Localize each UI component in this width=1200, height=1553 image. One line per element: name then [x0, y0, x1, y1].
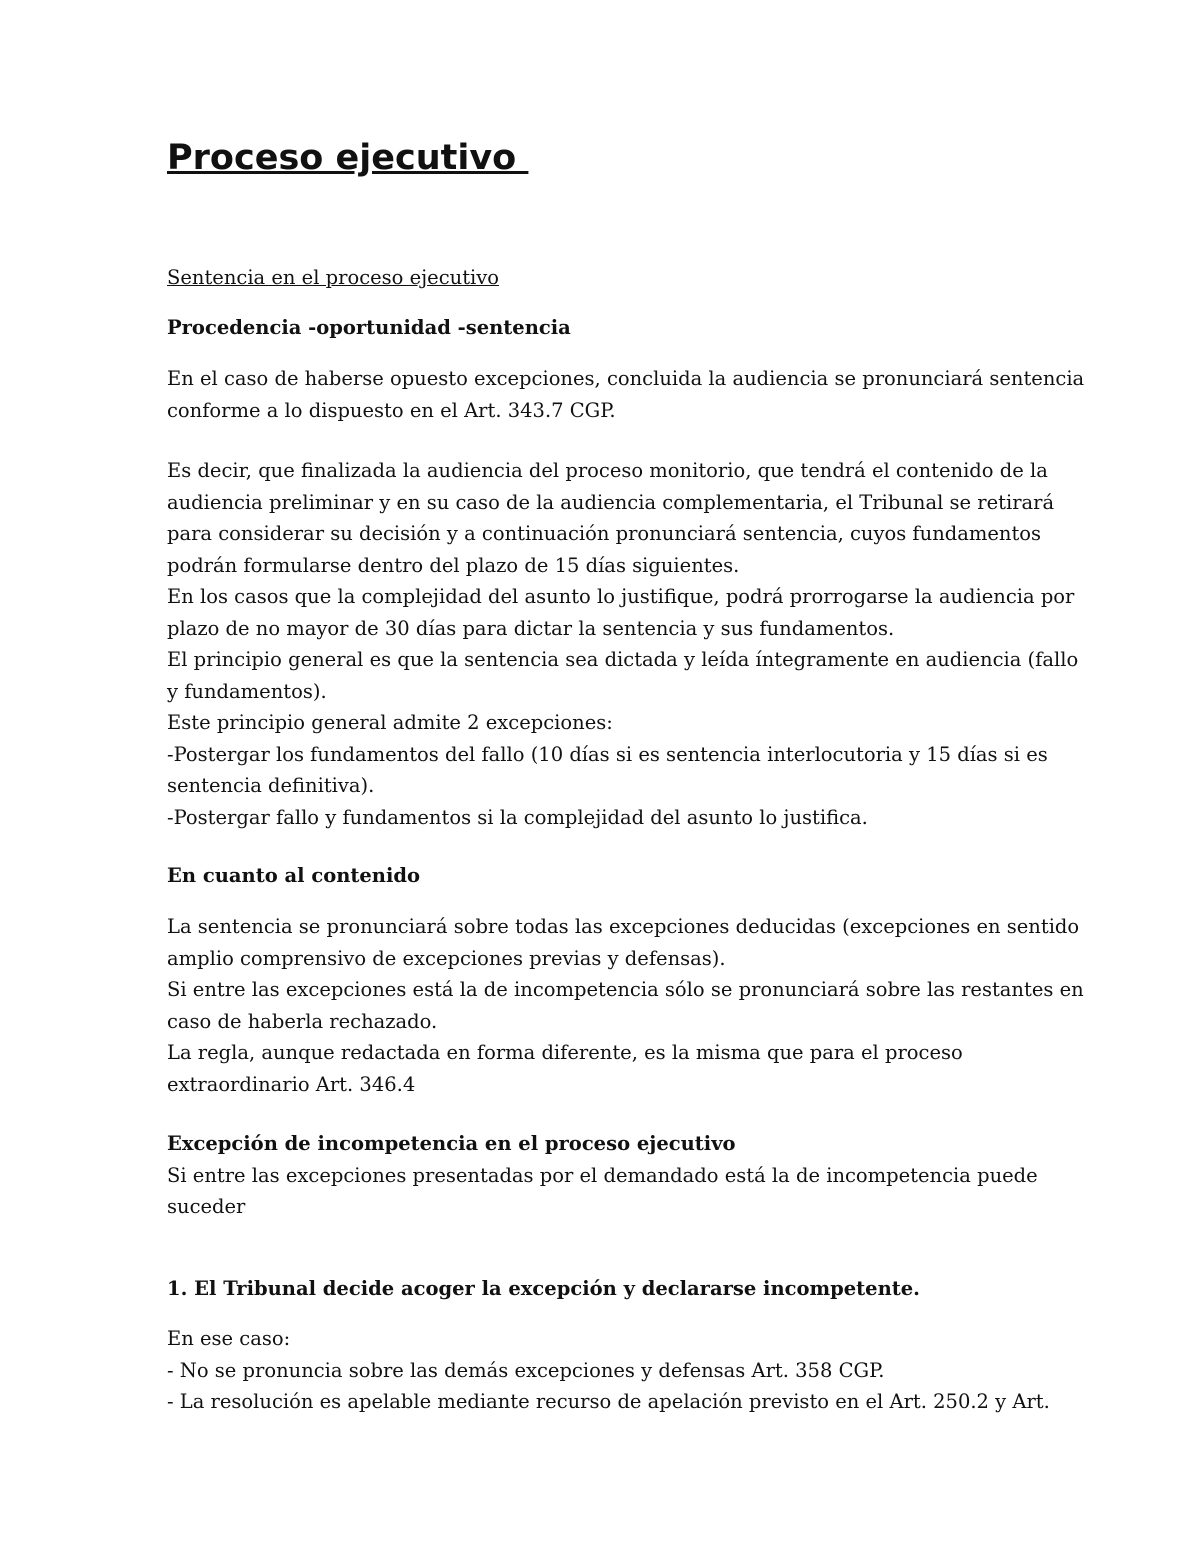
paragraph-line: Si entre las excepciones está la de incompetencia sólo se pronunciará sobre las restantes en [167, 978, 1084, 1001]
paragraph-line: extraordinario Art. 346.4 [167, 1072, 416, 1096]
subheading-procedencia: Procedencia -oportunidad -sentencia [167, 316, 571, 339]
paragraph-2 [167, 455, 1079, 833]
paragraph-line: - No se pronuncia sobre las demás excepciones y defensas Art. 358 CGP. [167, 1358, 885, 1382]
paragraph-line: -Postergar fallo y fundamentos si la complejidad del asunto lo justifica. [167, 805, 868, 829]
paragraph-line: plazo de no mayor de 30 días para dictar la sentencia y sus fundamentos. [167, 616, 895, 640]
subheading-incompetencia: Excepción de incompetencia en el proceso ejecutivo [167, 1132, 736, 1155]
paragraph-5 [167, 1323, 1050, 1418]
subheading-tribunal: 1. El Tribunal decide acoger la excepción y declararse incompetente. [167, 1277, 920, 1300]
paragraph-line: suceder [167, 1195, 246, 1218]
paragraph-line: La regla, aunque redactada en forma diferente, es la misma que para el proceso [167, 1041, 963, 1064]
paragraph-line: conforme a lo dispuesto en el Art. 343.7 CGP. [167, 398, 616, 422]
paragraph-line: En ese caso: [167, 1327, 291, 1350]
paragraph-line: amplio comprensivo de excepciones previas y defensas). [167, 946, 726, 970]
subheading-tribunal-block [167, 1273, 1047, 1305]
paragraph-1 [167, 363, 1085, 426]
document-title: Proceso ejecutivo [167, 138, 529, 178]
paragraph-line: Si entre las excepciones presentadas por el demandado está la de incompetencia puede [167, 1163, 1038, 1187]
section-heading: Sentencia en el proceso ejecutivo [167, 266, 500, 289]
paragraph-line: podrán formularse dentro del plazo de 15 días siguientes. [167, 553, 740, 577]
paragraph-3 [167, 911, 1084, 1100]
paragraph-line: El principio general es que la sentencia sea dictada y leída íntegramente en audiencia (fallo [167, 648, 1079, 671]
paragraph-line: para considerar su decisión y a continuación pronunciará sentencia, cuyos fundamentos [167, 522, 1042, 545]
paragraph-line: y fundamentos). [167, 679, 327, 703]
paragraph-line: sentencia definitiva). [167, 774, 375, 797]
paragraph-line: caso de haberla rechazado. [167, 1009, 438, 1033]
subheading-contenido: En cuanto al contenido [167, 864, 421, 887]
subheading-contenido-block [167, 860, 1047, 892]
incompetencia-section [167, 1128, 1047, 1223]
paragraph-line: - La resolución es apelable mediante recurso de apelación previsto en el Art. 250.2 y Art. [167, 1390, 1050, 1413]
section-heading-block [167, 262, 1047, 294]
subheading-procedencia-block [167, 312, 1047, 344]
paragraph-line: -Postergar los fundamentos del fallo (10 días si es sentencia interlocutoria y 15 días si es [167, 742, 1048, 766]
paragraph-line: Es decir, que finalizada la audiencia del proceso monitorio, que tendrá el contenido de la [167, 459, 1048, 482]
paragraph-line: En el caso de haberse opuesto excepciones, concluida la audiencia se pronunciará sentencia [167, 367, 1085, 390]
paragraph-line: La sentencia se pronunciará sobre todas las excepciones deducidas (excepciones en sentido [167, 915, 1080, 938]
paragraph-line: audiencia preliminar y en su caso de la audiencia complementaria, el Tribunal se retirará [167, 490, 1055, 514]
paragraph-line: En los casos que la complejidad del asunto lo justifique, podrá prorrogarse la audiencia por [167, 585, 1075, 608]
paragraph-line: Este principio general admite 2 excepciones: [167, 711, 613, 734]
